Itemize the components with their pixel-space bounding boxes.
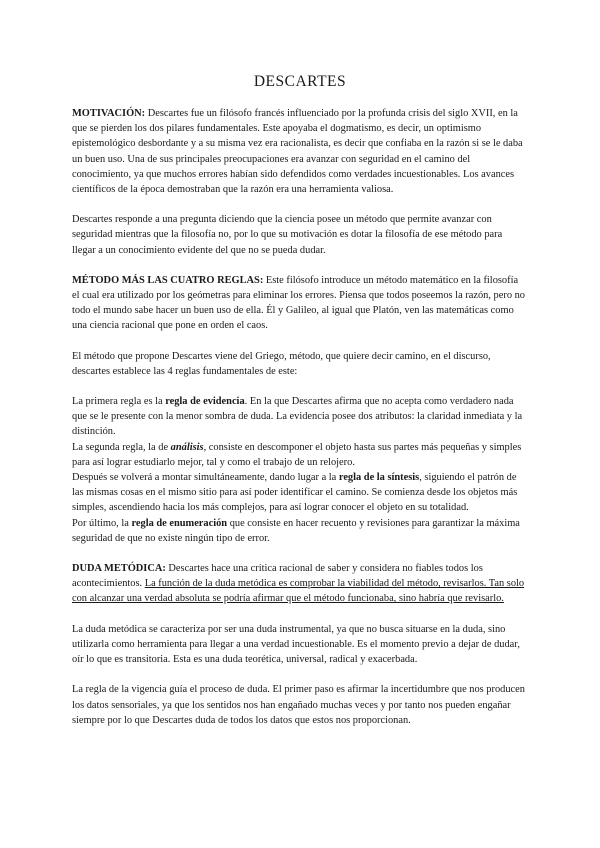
text-motivacion: Descartes fue un filósofo francés influenciado por la profunda crisis del siglo XVII, en la que se pierden los dos pilares fundamentales. Este apoyaba el dogmatismo, es decir, un optimismo epistemológico desbordante y a su misma vez era racionalista, es decir que confiaba en la razón si se le daba un buen uso. Una de sus principales preocupaciones era avanzar con seguridad en el camino del conocimiento, ya que muchos errores habían sido defendidos como verdades incuestionables. Los avances científicos de la época demostraban que la razón era una herramienta valiosa.	[72, 108, 523, 196]
paragraph-duda-metodica	[72, 561, 528, 607]
rule-enumeracion-term: regla de enumeración	[131, 517, 228, 529]
paragraph-motivacion	[72, 106, 528, 197]
paragraph-respuesta: Descartes responde a una pregunta diciendo que la ciencia posee un método que permite avanzar con seguridad mientras que la filosofía no, por lo que su motivación es dotar la filosofía de ese método para llegar a un conocimiento evidente del que no se pueda dudar.	[72, 214, 503, 256]
rule-enumeracion-post: que consiste en hacer recuento y revisiones para garantizar la máxima seguridad de que no existe ningún tipo de error.	[72, 517, 520, 544]
page-title: DESCARTES	[253, 73, 347, 90]
paragraph-metodo	[72, 273, 528, 334]
paragraph-reglas-intro: El método que propone Descartes viene del Griego, método, que quiere decir camino, en el discurso, descartes establece las 4 reglas fundamentales de este:	[72, 350, 491, 377]
heading-duda-metodica: DUDA METÓDICA:	[72, 563, 166, 575]
rule-sintesis	[72, 470, 528, 516]
heading-metodo: MÉTODO MÁS LAS CUATRO REGLAS:	[72, 274, 264, 286]
heading-motivacion: MOTIVACIÓN:	[72, 108, 146, 119]
text-metodo: Este filósofo introduce un método matemático en la filosofía el cual era utilizado por los geómetras para eliminar los errores. Piensa que todos poseemos la razón, pero no todo el mundo sabe hacer un buen uso de ella. Él y Galileo, al igual que Platón, ven las matemáticas como una ciencia racional que pone en orden el caos.	[72, 274, 525, 332]
rule-evidencia-term: regla de evidencia	[165, 396, 245, 408]
text-duda-metodica: Descartes hace una crítica racional de saber y considera no fiables todos los acontecimientos.	[72, 563, 483, 590]
rule-analisis-term: análisis	[170, 441, 204, 453]
rule-analisis-post: , consiste en descomponer el objeto hasta sus partes más pequeñas y simples para así lograr estudiarlo mejor, tal y como el trabajo de un relojero.	[72, 441, 522, 468]
rule-sintesis-term: regla de la síntesis	[338, 472, 420, 484]
paragraph-duda-caracteristicas: La duda metódica se caracteriza por ser una duda instrumental, ya que no busca situarse en la duda, sino utilizarla como herramienta para llegar a una verdad incuestionable. Es el momento previo a dejar de dudar, oír lo que es transitoria. Esta es una duda teorética, universal, radical y exacerbada.	[72, 623, 520, 666]
rule-enumeracion	[72, 516, 528, 546]
paragraph-regla-vigencia: La regla de la vigencia guía el proceso de duda. El primer paso es afirmar la incertidumbre que nos producen los datos sensoriales, ya que los sentidos nos han engañado muchas veces y por tanto nos pueden engañar siempre por lo que Descartes duda de todos los datos que estos nos proporcionan.	[72, 684, 525, 726]
rule-evidencia	[72, 394, 528, 440]
rule-analisis-pre: La segunda regla, la de	[72, 441, 171, 453]
rule-evidencia-pre: La primera regla es la	[72, 396, 166, 408]
rule-evidencia-post: . En la que Descartes afirma que no acepta como verdadero nada que se le presente con la menor sombra de duda. La evidencia posee dos atributos: la claridad inmediata y la distinción.	[72, 396, 523, 438]
rule-sintesis-post: , siguiendo el patrón de las mismas cosas en el mismo sitio para así poder identificar el camino. Se comienza desde los objetos más simples, ascendiendo hacia los más complejos, para así lograr conocer el objeto en su totalidad.	[72, 472, 518, 514]
rule-analisis	[72, 440, 528, 470]
underlined-duda-metodica: La función de la duda metódica es comprobar la viabilidad del método, revisarlos. Tan solo con alcanzar una verdad absoluta se podría afirmar que el método funcionaba, sino habría que revisarlo.	[72, 578, 525, 605]
rule-enumeracion-pre: Por último, la	[72, 517, 132, 529]
rule-sintesis-pre: Después se volverá a montar simultáneamente, dando lugar a la	[72, 472, 339, 484]
